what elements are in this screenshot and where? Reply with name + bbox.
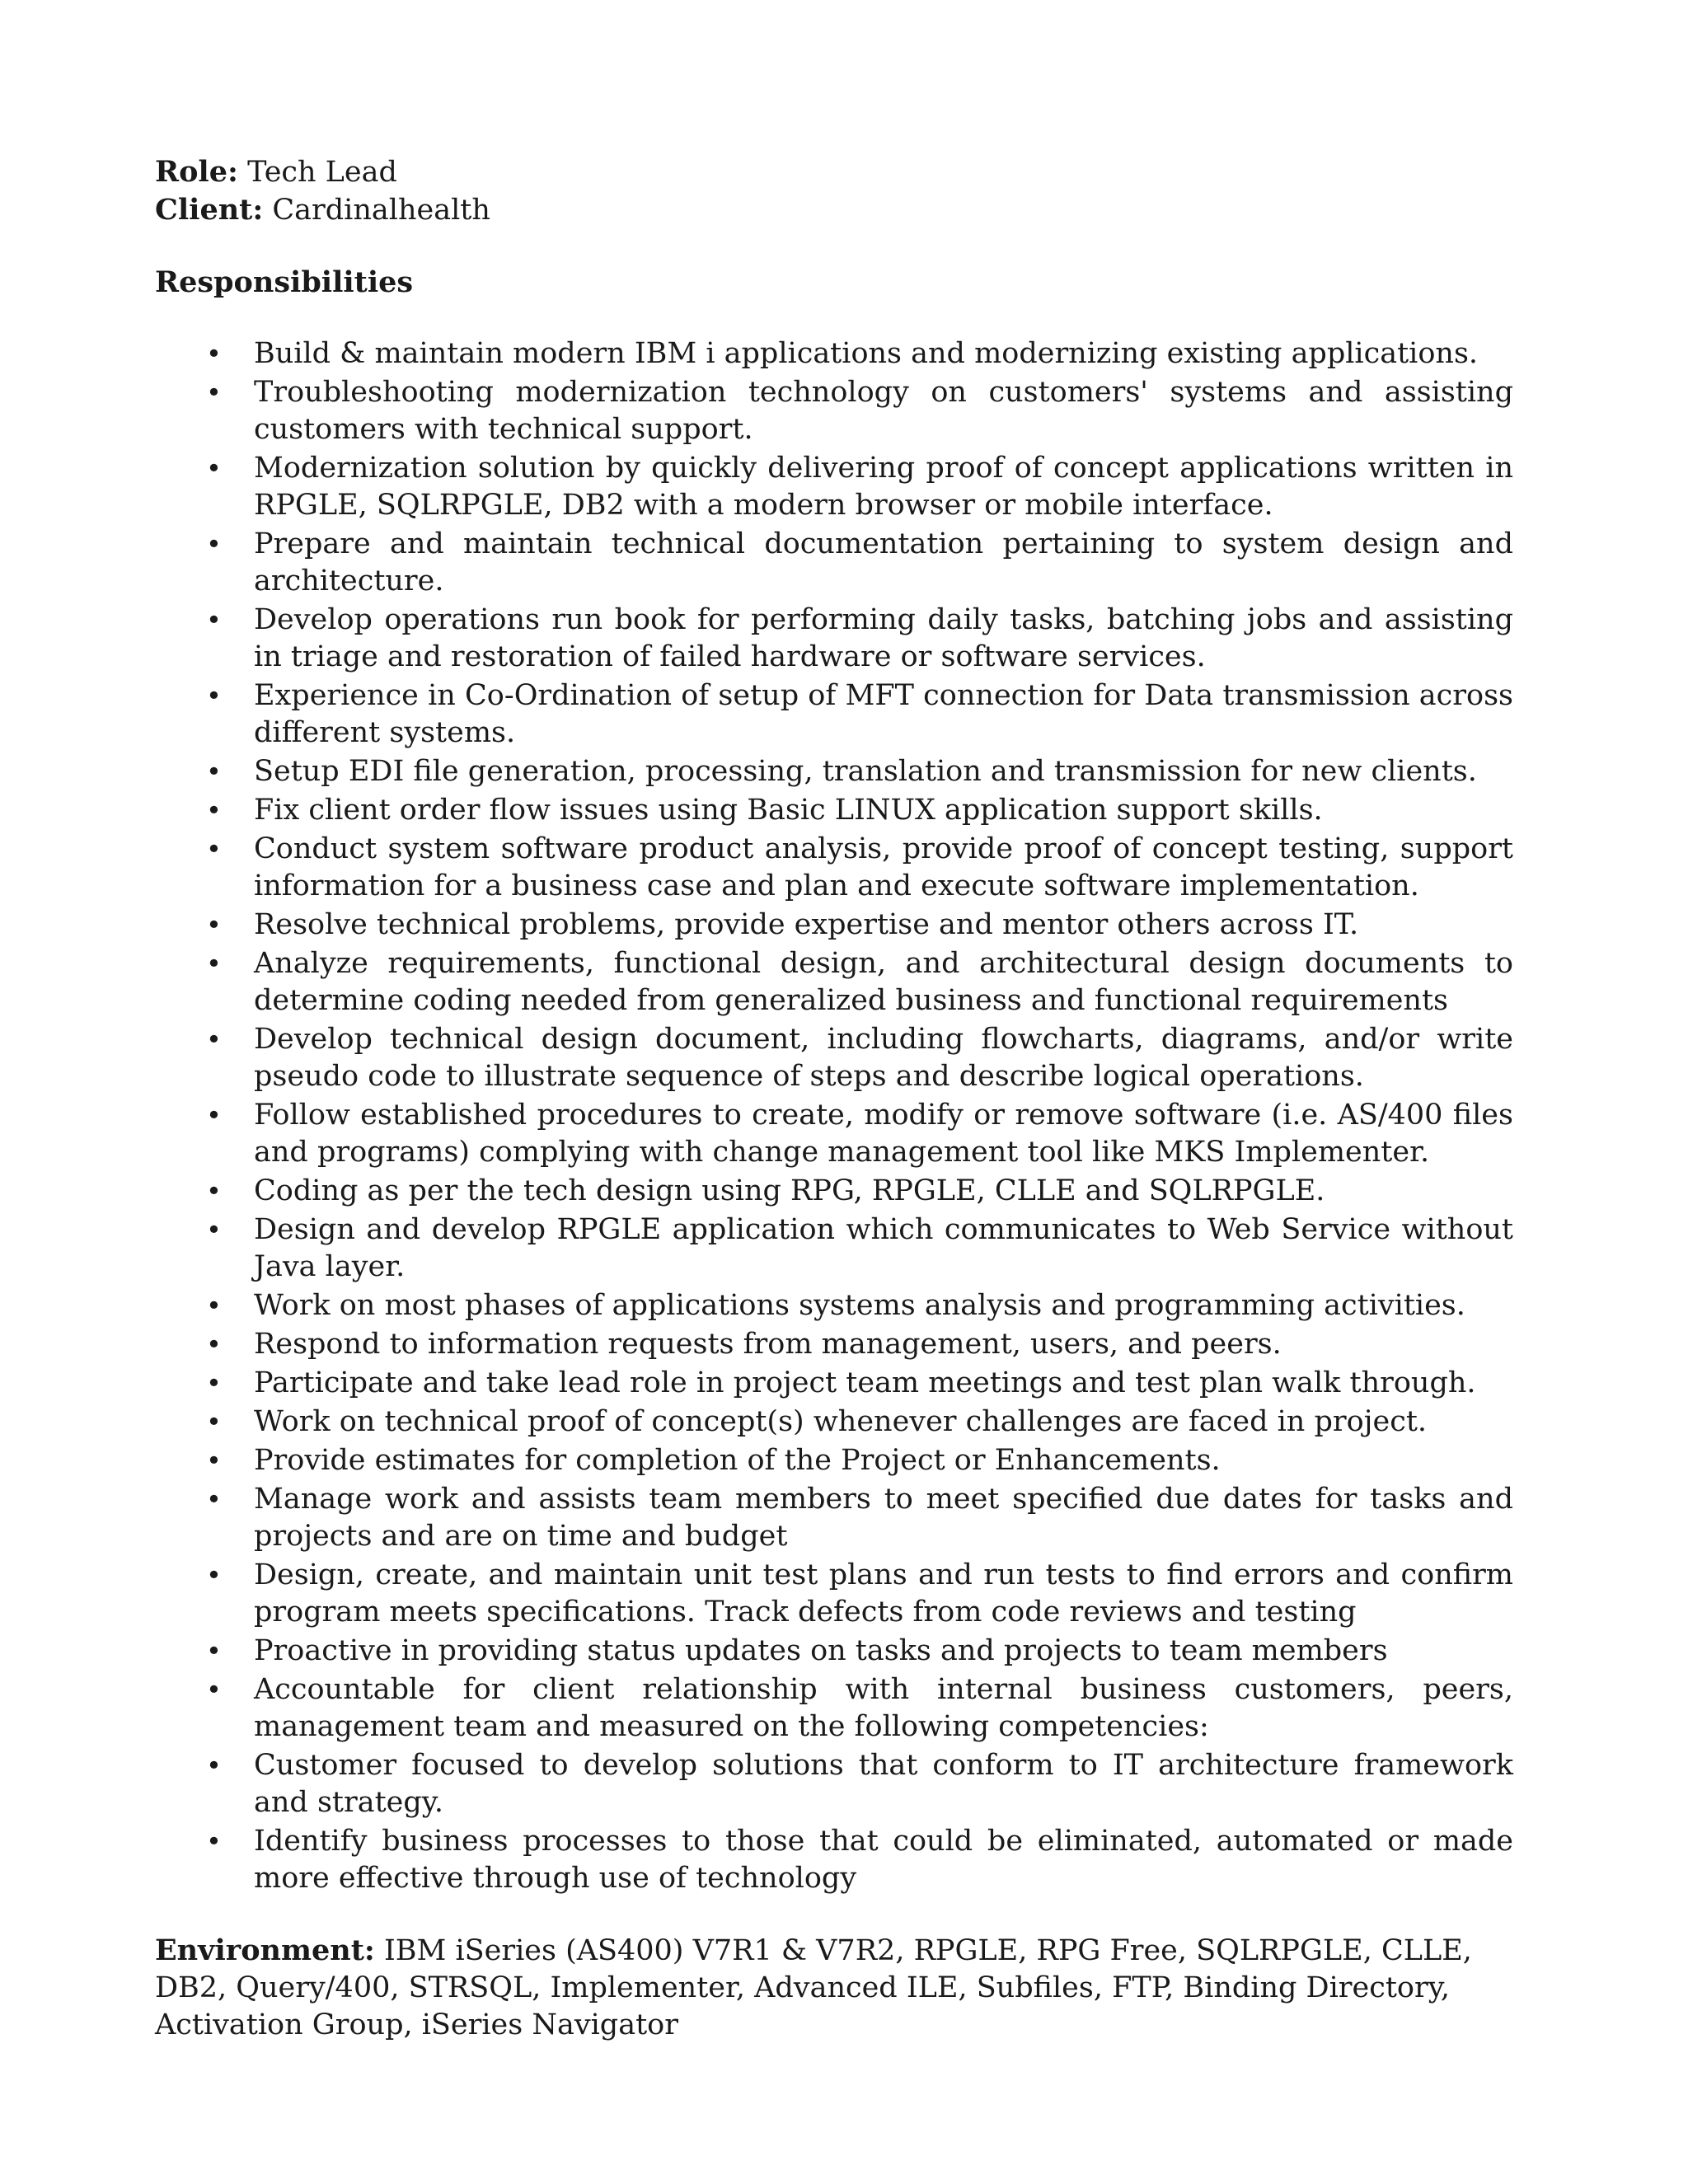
list-item-text: Work on most phases of applications systems analysis and programming activities. bbox=[254, 1289, 1465, 1322]
list-item-text: Develop operations run book for performing daily tasks, batching jobs and assisting in triage and restoration of failed hardware or software services. bbox=[254, 603, 1513, 673]
list-item-text: Modernization solution by quickly delivering proof of concept applications written in RPGLE, SQLRPGLE, DB2 with a modern browser or mobile interface. bbox=[254, 452, 1513, 522]
bullet-icon: • bbox=[206, 528, 222, 560]
environment-label: Environment: bbox=[155, 1933, 375, 1967]
list-item-text: Provide estimates for completion of the Project or Enhancements. bbox=[254, 1444, 1221, 1477]
bullet-icon: • bbox=[206, 1825, 222, 1857]
bullet-icon: • bbox=[206, 1635, 222, 1666]
bullet-icon: • bbox=[206, 1290, 222, 1321]
list-item bbox=[155, 1633, 1513, 1670]
list-item-text: Fix client order flow issues using Basic LINUX application support skills. bbox=[254, 794, 1323, 827]
role-value: Tech Lead bbox=[247, 156, 397, 189]
bullet-icon: • bbox=[206, 1367, 222, 1399]
list-item bbox=[155, 1557, 1513, 1631]
list-item-text: Participate and take lead role in project team meetings and test plan walk through. bbox=[254, 1366, 1476, 1399]
list-item bbox=[155, 1287, 1513, 1324]
list-item-text: Develop technical design document, including flowcharts, diagrams, and/or write pseudo code to illustrate sequence of steps and describe logical operations. bbox=[254, 1023, 1513, 1093]
list-item bbox=[155, 1481, 1513, 1555]
list-item-text: Troubleshooting modernization technology on customers' systems and assisting customers with technical support. bbox=[254, 376, 1513, 446]
bullet-icon: • bbox=[206, 1099, 222, 1131]
bullet-icon: • bbox=[206, 1406, 222, 1437]
list-item-text: Manage work and assists team members to meet specified due dates for tasks and projects and are on time and budget bbox=[254, 1483, 1513, 1553]
list-item bbox=[155, 1442, 1513, 1479]
bullet-icon: • bbox=[206, 338, 222, 369]
client-label: Client: bbox=[155, 193, 264, 227]
list-item bbox=[155, 602, 1513, 676]
bullet-icon: • bbox=[206, 1750, 222, 1781]
list-item-text: Coding as per the tech design using RPG, RPGLE, CLLE and SQLRPGLE. bbox=[254, 1174, 1325, 1207]
list-item bbox=[155, 753, 1513, 790]
bullet-icon: • bbox=[206, 909, 222, 940]
bullet-icon: • bbox=[206, 377, 222, 408]
list-item bbox=[155, 1326, 1513, 1363]
bullet-icon: • bbox=[206, 1175, 222, 1207]
bullet-icon: • bbox=[206, 948, 222, 979]
bullet-icon: • bbox=[206, 756, 222, 787]
list-item bbox=[155, 1671, 1513, 1746]
role-label: Role: bbox=[155, 155, 238, 189]
bullet-icon: • bbox=[206, 1559, 222, 1591]
environment-value: IBM iSeries (AS400) V7R1 & V7R2, RPGLE, RPG Free, SQLRPGLE, CLLE, DB2, Query/400, STRSQL, Implementer, Advanced ILE, Subfiles, FTP, Binding Directory, Activation Group, iSeries Navigator bbox=[155, 1934, 1472, 2041]
bullet-icon: • bbox=[206, 1329, 222, 1360]
list-item-text: Conduct system software product analysis, provide proof of concept testing, support information for a business case and plan and execute software implementation. bbox=[254, 832, 1513, 902]
list-item-text: Prepare and maintain technical documentation pertaining to system design and architecture. bbox=[254, 527, 1513, 598]
list-item-text: Customer focused to develop solutions that conform to IT architecture framework and strategy. bbox=[254, 1749, 1513, 1819]
list-item-text: Design and develop RPGLE application which communicates to Web Service without Java layer. bbox=[254, 1213, 1513, 1283]
list-item bbox=[155, 374, 1513, 448]
bullet-icon: • bbox=[206, 833, 222, 865]
bullet-icon: • bbox=[206, 680, 222, 711]
list-item bbox=[155, 1212, 1513, 1286]
list-item bbox=[155, 335, 1513, 373]
list-item-text: Analyze requirements, functional design, and architectural design documents to determine coding needed from generalized business and functional requirements bbox=[254, 947, 1513, 1017]
list-item bbox=[155, 1021, 1513, 1095]
document-page bbox=[155, 153, 1513, 2044]
list-item bbox=[155, 907, 1513, 944]
responsibilities-list bbox=[155, 335, 1513, 1897]
list-item bbox=[155, 526, 1513, 600]
list-item bbox=[155, 1404, 1513, 1441]
bullet-icon: • bbox=[206, 604, 222, 635]
list-item bbox=[155, 945, 1513, 1019]
bullet-icon: • bbox=[206, 1674, 222, 1705]
list-item bbox=[155, 1173, 1513, 1210]
list-item-text: Accountable for client relationship with internal business customers, peers, management team and measured on the following competencies: bbox=[254, 1673, 1513, 1743]
list-item-text: Work on technical proof of concept(s) whenever challenges are faced in project. bbox=[254, 1405, 1428, 1438]
list-item bbox=[155, 1097, 1513, 1171]
environment-line bbox=[155, 1932, 1513, 2044]
list-item-text: Design, create, and maintain unit test plans and run tests to find errors and confirm program meets specifications. Track defects from code reviews and testing bbox=[254, 1558, 1513, 1629]
bullet-icon: • bbox=[206, 452, 222, 484]
list-item bbox=[155, 677, 1513, 752]
bullet-icon: • bbox=[206, 1214, 222, 1245]
list-item-text: Identify business processes to those that could be eliminated, automated or made more effective through use of technology bbox=[254, 1825, 1513, 1895]
list-item-text: Experience in Co-Ordination of setup of MFT connection for Data transmission across different systems. bbox=[254, 679, 1513, 749]
list-item-text: Follow established procedures to create, modify or remove software (i.e. AS/400 files and programs) complying with change management tool like MKS Implementer. bbox=[254, 1099, 1513, 1169]
list-item-text: Setup EDI file generation, processing, translation and transmission for new clients. bbox=[254, 755, 1477, 788]
bullet-icon: • bbox=[206, 1483, 222, 1515]
list-item bbox=[155, 831, 1513, 905]
bullet-icon: • bbox=[206, 1445, 222, 1476]
list-item-text: Proactive in providing status updates on tasks and projects to team members bbox=[254, 1634, 1388, 1667]
list-item bbox=[155, 1823, 1513, 1897]
list-item bbox=[155, 1747, 1513, 1821]
list-item-text: Resolve technical problems, provide expertise and mentor others across IT. bbox=[254, 908, 1359, 941]
client-value: Cardinalhealth bbox=[272, 194, 490, 227]
list-item-text: Build & maintain modern IBM i applications and modernizing existing applications. bbox=[254, 337, 1479, 370]
list-item bbox=[155, 1365, 1513, 1402]
bullet-icon: • bbox=[206, 1024, 222, 1055]
bullet-icon: • bbox=[206, 794, 222, 826]
list-item bbox=[155, 450, 1513, 524]
role-line bbox=[155, 153, 1513, 191]
client-line bbox=[155, 191, 1513, 229]
responsibilities-heading: Responsibilities bbox=[155, 265, 414, 299]
list-item bbox=[155, 792, 1513, 829]
list-item-text: Respond to information requests from management, users, and peers. bbox=[254, 1328, 1282, 1361]
